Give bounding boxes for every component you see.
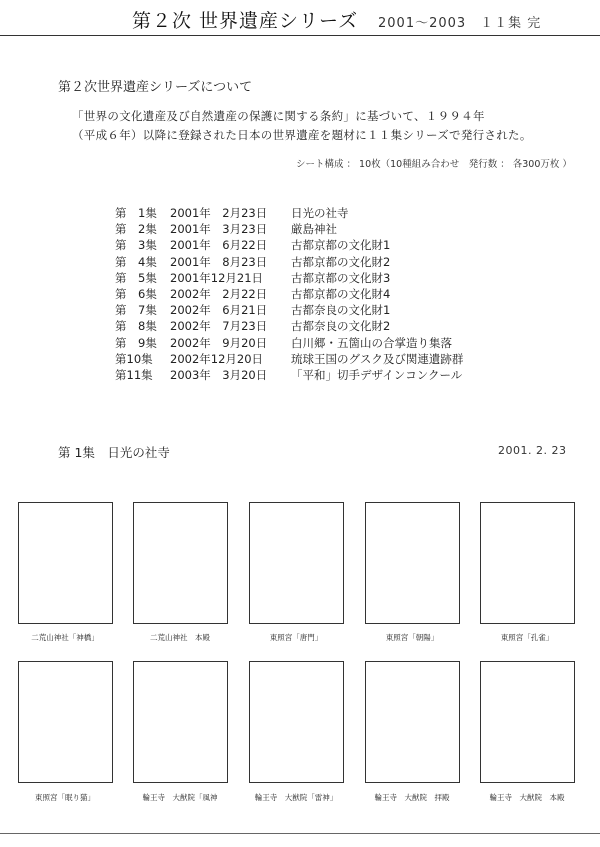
- set1-title: 第 1集 日光の社寺: [58, 445, 170, 460]
- issue-number: 第11集: [115, 367, 153, 382]
- issue-number: 第 3集: [115, 238, 157, 253]
- issue-date: 2003年 3月20日: [170, 367, 268, 382]
- set1-date: 2001. 2. 23: [498, 444, 567, 457]
- issue-name: 古都京都の文化財3: [291, 270, 391, 285]
- stamp-image: [365, 502, 460, 624]
- stamp-caption: 輪王寺 大猷院 本殿: [489, 793, 565, 802]
- sheet-info: シート構成 ： 10枚（10種組み合わせ 発行数 ： 各300万枚 ）: [296, 159, 572, 170]
- about-title: 第２次世界遺産シリーズについて: [58, 80, 253, 95]
- issue-date: 2001年12月21日: [170, 270, 264, 285]
- issue-date: 2001年 3月23日: [170, 222, 268, 237]
- issue-number: 第 4集: [115, 254, 157, 269]
- stamp-image: [480, 661, 575, 783]
- issue-date: 2001年 2月23日: [170, 206, 268, 220]
- issue-number: 第 5集: [115, 270, 157, 285]
- stamp-caption: 東照宮「眠り猫」: [35, 793, 95, 802]
- stamp-image: [365, 661, 460, 783]
- stamp-caption: 輪王寺 大猷院「雷神」: [254, 793, 338, 802]
- issue-name: 琉球王国のグスク及び関連遺跡群: [291, 351, 464, 366]
- stamp-image: [18, 502, 113, 624]
- stamp-image: [249, 661, 344, 783]
- issue-number: 第 7集: [115, 303, 157, 318]
- issue-number: 第 2集: [115, 222, 157, 237]
- stamp-image: [249, 502, 344, 624]
- issue-number: 第 6集: [115, 286, 157, 301]
- issue-name: 古都京都の文化財2: [291, 254, 391, 269]
- issue-date: 2002年 7月23日: [170, 319, 268, 334]
- stamp-image: [133, 661, 228, 783]
- footer-divider: [0, 833, 600, 834]
- issue-date: 2002年 9月20日: [170, 335, 268, 350]
- issue-name: 古都奈良の文化財1: [291, 303, 391, 318]
- stamp-caption: 輪王寺 大猷院 拝殿: [374, 793, 450, 802]
- issue-name: 日光の社寺: [291, 206, 349, 220]
- stamp-caption: 東照宮「朝陽」: [385, 633, 439, 642]
- about-text-line-1: 「世界の文化遺産及び自然遺産の保護に関する条約」に基づいて、１９９４年: [72, 109, 485, 123]
- issue-name: 古都京都の文化財4: [291, 286, 391, 301]
- issue-number: 第 1集: [115, 206, 157, 220]
- issue-date: 2002年 2月22日: [170, 286, 268, 301]
- stamp-caption: 輪王寺 大猷院「風神: [142, 793, 218, 802]
- issue-name: 古都京都の文化財1: [291, 238, 391, 253]
- issue-date: 2001年 6月22日: [170, 238, 268, 253]
- issue-number: 第 8集: [115, 319, 157, 334]
- stamp-image: [18, 661, 113, 783]
- page-header: [0, 0, 600, 36]
- issue-number: 第 9集: [115, 335, 157, 350]
- stamp-caption: 二荒山神社 本殿: [150, 633, 210, 642]
- issue-name: 古都奈良の文化財2: [291, 319, 391, 334]
- stamp-image: [480, 502, 575, 624]
- issue-name: 厳島神社: [291, 222, 337, 237]
- stamp-caption: 二荒山神社「神橋」: [31, 633, 99, 642]
- stamp-image: [133, 502, 228, 624]
- stamp-caption: 東照宮「孔雀」: [500, 633, 554, 642]
- issue-name: 白川郷・五箇山の合掌造り集落: [291, 335, 452, 350]
- issue-name: 「平和」切手デザインコンクール: [291, 367, 463, 382]
- issue-date: 2001年 8月23日: [170, 254, 268, 269]
- issue-number: 第10集: [115, 351, 153, 366]
- page-title: 第２次 世界遺産シリーズ: [132, 10, 359, 32]
- page-subtitle: 2001～2003 １１集 完: [378, 16, 542, 31]
- about-text-line-2: （平成６年）以降に登録された日本の世界遺産を題材に１１集シリーズで発行された。: [72, 128, 532, 142]
- issue-date: 2002年12月20日: [170, 351, 264, 366]
- issue-date: 2002年 6月21日: [170, 303, 268, 318]
- stamp-caption: 東照宮「唐門」: [269, 633, 323, 642]
